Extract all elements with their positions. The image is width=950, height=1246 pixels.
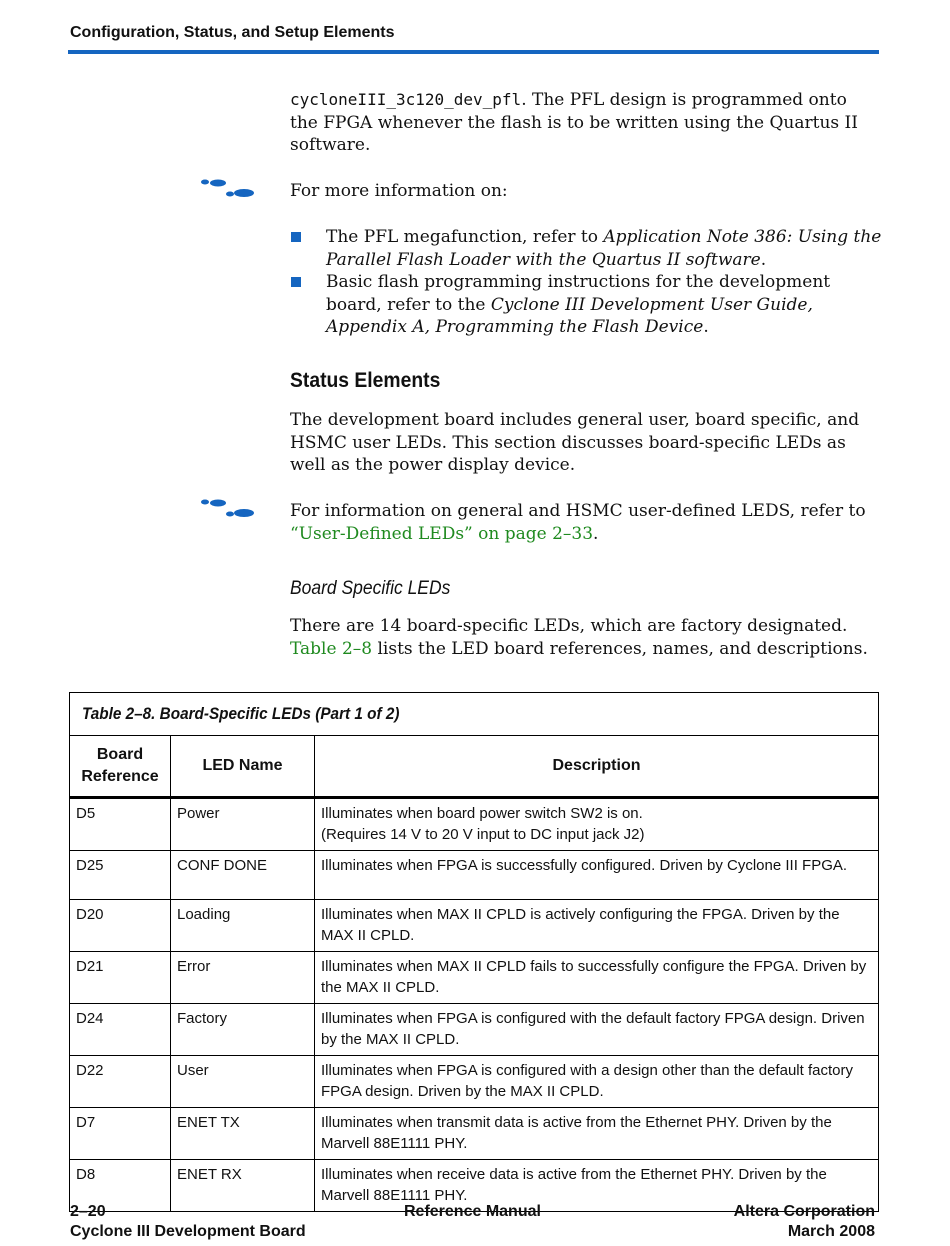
cell-description: Illuminates when FPGA is configured with the default factory FPGA design. Driven by the MAX II CPLD.	[315, 1004, 879, 1056]
cell-led-name: ENET TX	[171, 1108, 315, 1160]
subsection-heading-board-leds: Board Specific LEDs	[290, 578, 451, 599]
cell-led-name: Loading	[171, 900, 315, 952]
running-header: Configuration, Status, and Setup Elements	[70, 24, 395, 41]
doc-reference: Cyclone III Development User Guide, Appendix A, Programming the Flash Device	[326, 294, 813, 337]
table-caption-text: Table 2–8. Board-Specific LEDs (Part 1 of 2)	[82, 704, 400, 723]
description-line: Illuminates when board power switch SW2 is on.	[321, 805, 643, 822]
board-leds-paragraph	[290, 615, 882, 660]
cell-board-reference: D7	[70, 1108, 171, 1160]
cell-board-reference: D20	[70, 900, 171, 952]
footprints-note-icon	[200, 498, 256, 518]
note-lead: For more information on:	[290, 181, 508, 201]
cell-led-name: Power	[171, 798, 315, 851]
footer-board-name: Cyclone III Development Board	[70, 1223, 306, 1240]
cell-board-reference: D5	[70, 798, 171, 851]
board-specific-leds-table	[69, 692, 879, 1212]
note-text: For information on general and HSMC user-defined LEDS, refer to	[290, 501, 866, 521]
bullet-text: The PFL megafunction, refer to	[326, 227, 604, 247]
table-row	[70, 798, 879, 851]
board-leds-text: There are 14 board-specific LEDs, which are factory designated.	[290, 616, 848, 636]
footer-company: Altera Corporation	[733, 1203, 875, 1220]
description-line: (Requires 14 V to 20 V input to DC input jack J2)	[321, 826, 645, 843]
table-2-8-link[interactable]: Table 2–8	[290, 638, 373, 659]
bullet-item-flash	[326, 271, 882, 339]
table-header-row	[70, 736, 879, 798]
cell-board-reference: D21	[70, 952, 171, 1004]
table-row	[70, 1108, 879, 1160]
board-leds-text-end: lists the LED board references, names, and descriptions.	[372, 638, 868, 659]
intro-text: . The PFL design is programmed onto the FPGA whenever the flash is to be written using the Quartus II software.	[290, 90, 858, 155]
bullet-square	[291, 277, 301, 287]
cell-description: Illuminates when receive data is active from the Ethernet PHY. Driven by the Marvell 88E1111 PHY.	[315, 1160, 879, 1212]
footer-page-number: 2–20	[70, 1203, 106, 1220]
bullet-square	[291, 232, 301, 242]
table-caption	[69, 692, 879, 735]
cell-board-reference: D25	[70, 851, 171, 900]
header-reference: Reference	[81, 768, 159, 785]
cell-description: Illuminates when transmit data is active from the Ethernet PHY. Driven by the Marvell 88E1111 PHY.	[315, 1108, 879, 1160]
cell-description: Illuminates when FPGA is configured with a design other than the default factory FPGA design. Driven by the MAX II CPLD.	[315, 1056, 879, 1108]
table-row	[70, 851, 879, 900]
cell-led-name: Factory	[171, 1004, 315, 1056]
column-header-description: Description	[315, 736, 879, 798]
note-user-leds	[290, 500, 880, 545]
cell-led-name: User	[171, 1056, 315, 1108]
cell-description	[315, 798, 879, 851]
section-heading-status: Status Elements	[290, 369, 441, 392]
footprints-note-icon	[200, 178, 256, 198]
cell-description: Illuminates when FPGA is successfully configured. Driven by Cyclone III FPGA.	[315, 851, 879, 900]
cell-board-reference: D22	[70, 1056, 171, 1108]
column-header-led-name: LED Name	[171, 736, 315, 798]
table-row	[70, 900, 879, 952]
column-header-board-reference	[70, 736, 171, 798]
cell-led-name: Error	[171, 952, 315, 1004]
cell-led-name: CONF DONE	[171, 851, 315, 900]
cell-board-reference: D8	[70, 1160, 171, 1212]
table-row	[70, 952, 879, 1004]
cell-led-name: ENET RX	[171, 1160, 315, 1212]
doc-reference: Application Note 386: Using the Parallel Flash Loader with the Quartus II software	[326, 227, 882, 270]
table-row	[70, 1004, 879, 1056]
header-rule	[68, 50, 879, 54]
status-paragraph: The development board includes general user, board specific, and HSMC user LEDs. This section discusses board-specific LEDs as well as the power display device.	[290, 410, 860, 475]
intro-paragraph	[290, 89, 880, 157]
footer-manual-title: Reference Manual	[404, 1203, 541, 1220]
bullet-punct: .	[760, 249, 767, 270]
pfl-design-name: cycloneIII_3c120_dev_pfl	[290, 90, 522, 109]
cell-description: Illuminates when MAX II CPLD is actively configuring the FPGA. Driven by the MAX II CPLD.	[315, 900, 879, 952]
header-board: Board	[96, 746, 144, 763]
bullet-item-pfl	[326, 226, 882, 271]
bullet-punct: .	[703, 317, 709, 337]
cell-board-reference: D24	[70, 1004, 171, 1056]
user-defined-leds-link[interactable]: “User-Defined LEDs” on page 2–33	[290, 523, 594, 544]
footer-date: March 2008	[787, 1223, 875, 1240]
table-row	[70, 1056, 879, 1108]
bullet-text: Basic flash programming instructions for the development board, refer to the	[326, 272, 831, 315]
note-punct: .	[593, 523, 599, 544]
cell-description: Illuminates when MAX II CPLD fails to successfully configure the FPGA. Driven by the MAX II CPLD.	[315, 952, 879, 1004]
